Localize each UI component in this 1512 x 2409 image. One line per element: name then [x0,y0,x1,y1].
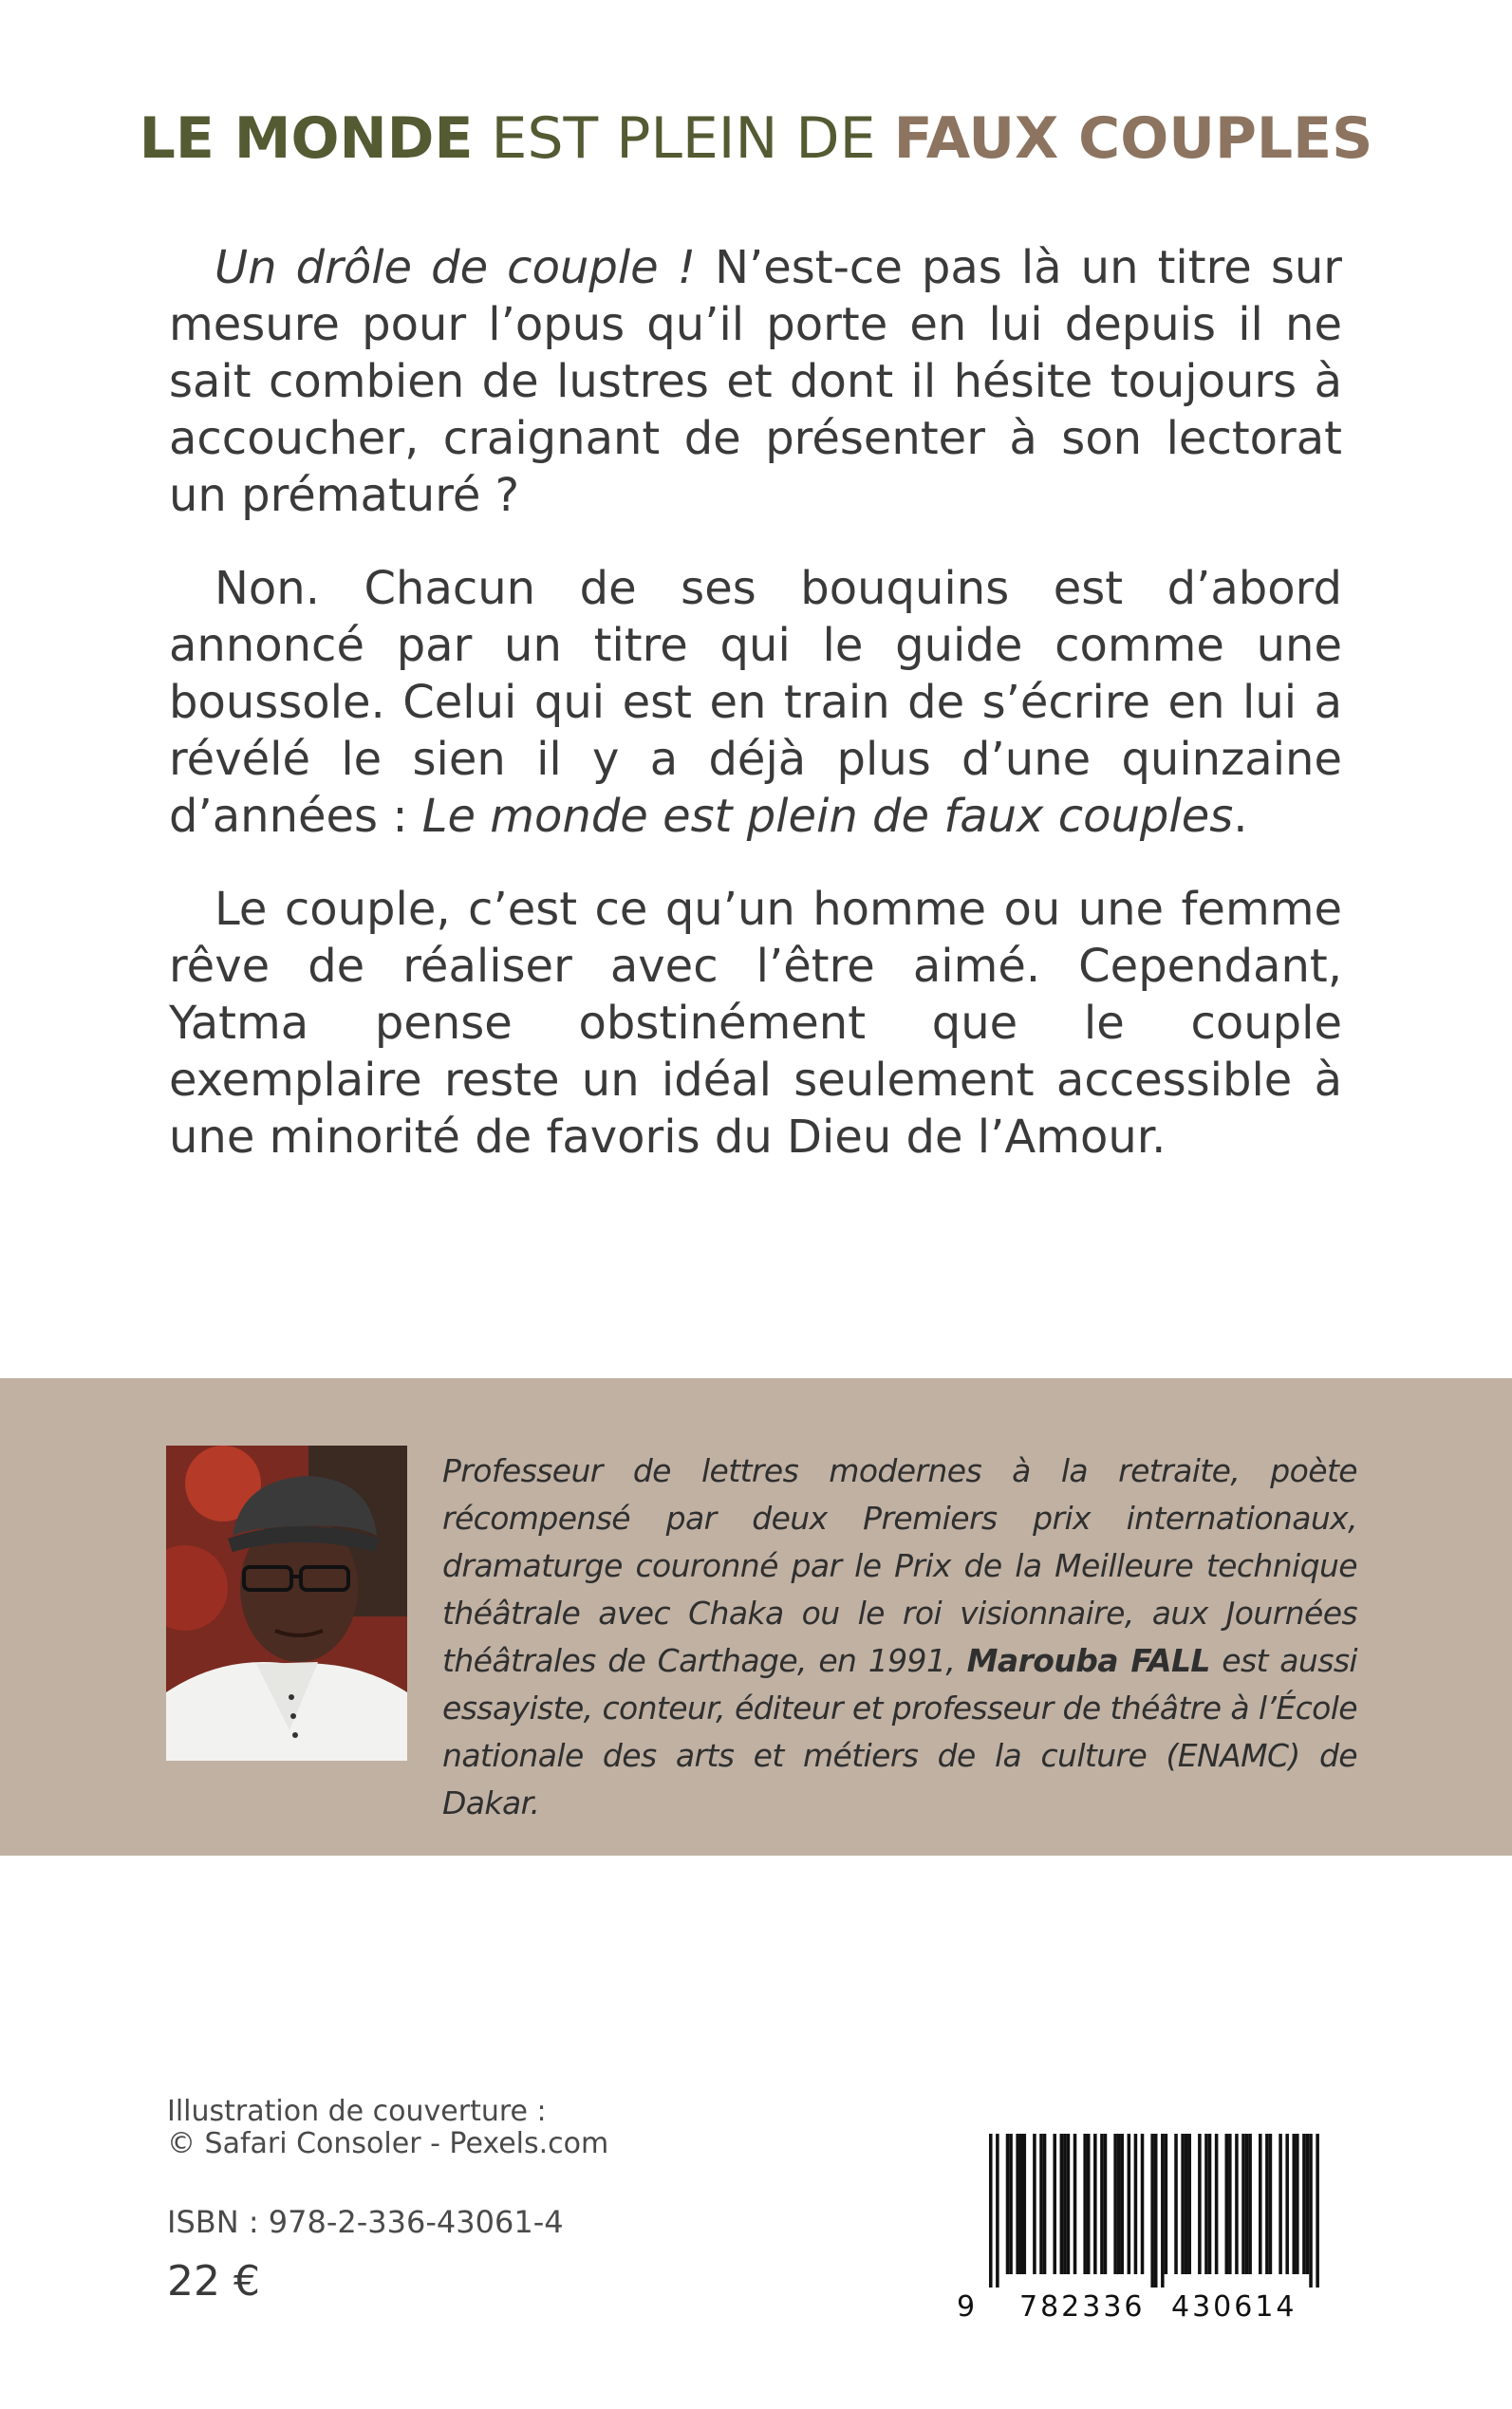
price: 22 € [167,2257,260,2306]
bio-text-start: Professeur de lettres modernes à la retraite, poète récompensé par deux Premiers prix internationaux, dramaturge couronné par le Prix de la Meilleure technique théâtrale avec Chaka ou le roi visionnaire, aux Journées théâtrales de Carthage, en 1991, [442,1452,1357,1679]
barcode-bars [989,2134,1319,2288]
blurb-p2-end: . [1233,790,1248,843]
barcode-digits-right: 430614 [1171,2290,1297,2324]
barcode-digits-left: 782336 [1019,2290,1146,2324]
back-cover-blurb [169,239,1342,1202]
blurb-p2-text: Non. Chacun de ses bouquins est d’abord annoncé par un titre qui le guide comme une boussole. Celui qui est en train de s’écrire en lui a révélé le sien il y a déjà plus d’une quinzaine d’années : [169,562,1342,843]
title-part-le-monde: LE MONDE [139,105,474,172]
credit-line-1: Illustration de couverture : [167,2095,547,2128]
credit-line-2: © Safari Consoler - Pexels.com [167,2127,609,2160]
bio-text-end: est aussi essayiste, conteur, éditeur et professeur de théâtre à l’École nationale des arts et métiers de la culture (ENAMC) de Dakar. [442,1642,1357,1821]
blurb-paragraph-2 [169,560,1342,845]
title-part-middle: EST PLEIN DE [473,105,894,172]
author-bio [442,1447,1357,1827]
author-portrait-illustration [166,1446,407,1761]
title-part-faux-couples: FAUX COUPLES [893,105,1373,172]
author-photo [166,1446,407,1761]
blurb-p2-italic: Le monde est plein de faux couples [421,790,1234,843]
blurb-paragraph-1 [169,239,1342,524]
cover-credit [167,2096,608,2160]
blurb-paragraph-3: Le couple, c’est ce qu’un homme ou une femme rêve de réaliser avec l’être aimé. Cependant, Yatma pense obstinément que le couple exemplaire reste un idéal seulement accessible à une minorité de favoris du Dieu de l’Amour. [169,883,1342,1164]
isbn-barcode [949,2124,1348,2324]
blurb-p1-text: N’est-ce pas là un titre sur mesure pour l’opus qu’il porte en lui depuis il ne sait combien de lustres et dont il hésite toujours à accoucher, craignant de présenter à son lectorat un prématuré ? [169,241,1343,522]
book-title [0,103,1512,175]
author-name: Marouba FALL [966,1642,1210,1679]
blurb-p1-italic: Un drôle de couple ! [215,241,697,294]
isbn: ISBN : 978-2-336-43061-4 [167,2204,564,2240]
barcode-digit-first: 9 [957,2290,976,2324]
